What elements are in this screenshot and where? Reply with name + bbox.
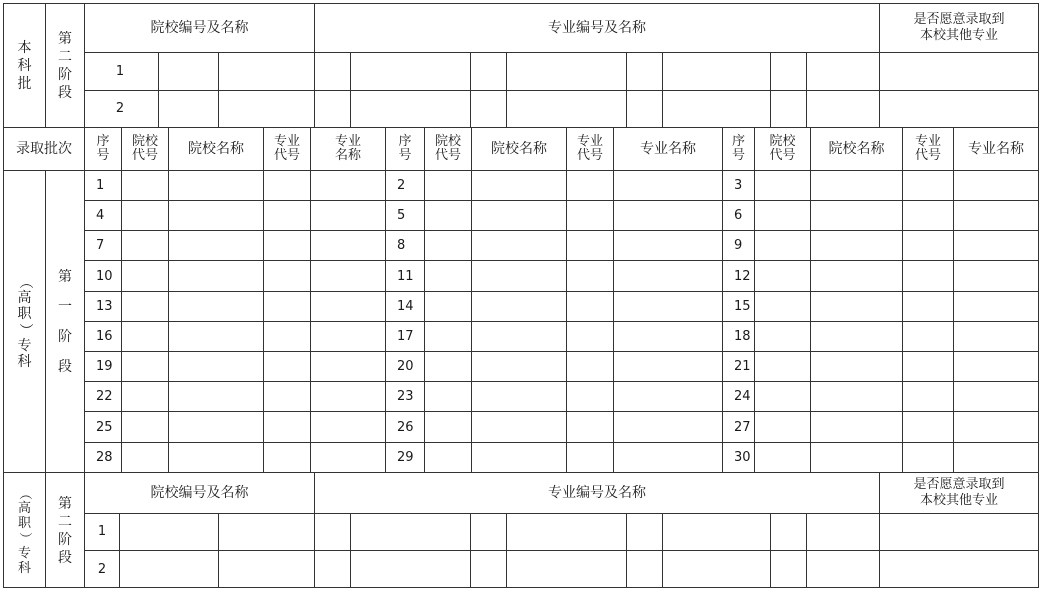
header-line: 名称 bbox=[334, 148, 361, 163]
seq-number: 8 bbox=[397, 238, 406, 253]
header-seq bbox=[85, 128, 121, 170]
header-school-name: 院校名称 bbox=[491, 141, 547, 157]
header-school-code bbox=[425, 128, 471, 170]
header-seq bbox=[723, 128, 754, 170]
header-school-code bbox=[122, 128, 168, 170]
vertical-char: 段 bbox=[58, 84, 72, 101]
undergrad-stage-label bbox=[46, 4, 84, 127]
header-line: 院校 bbox=[769, 134, 796, 149]
vertical-char: （ bbox=[16, 274, 33, 289]
vertical-char: 段 bbox=[58, 549, 72, 566]
vertical-char: 第 bbox=[58, 30, 72, 47]
header-line: 代号 bbox=[273, 148, 300, 163]
vocational-major-header: 专业编号及名称 bbox=[548, 485, 646, 501]
header-school-name: 院校名称 bbox=[188, 141, 244, 157]
seq-number: 28 bbox=[96, 449, 113, 465]
vertical-char: 专 bbox=[17, 337, 32, 354]
header-line: 代号 bbox=[576, 148, 603, 163]
header-major-code bbox=[903, 128, 953, 170]
accept-other-line1: 是否愿意录取到 bbox=[913, 477, 1005, 492]
seq-number: 1 bbox=[96, 178, 105, 193]
header-line: 序 bbox=[731, 134, 745, 149]
vocational-stage1-stage-label bbox=[46, 171, 84, 472]
header-batch-col: 录取批次 bbox=[16, 141, 72, 157]
undergrad-school-header: 院校编号及名称 bbox=[150, 20, 249, 36]
vocational-stage1-batch-label bbox=[4, 171, 45, 472]
vocational-school-header: 院校编号及名称 bbox=[150, 485, 249, 501]
header-major-name bbox=[311, 128, 385, 170]
header-line: 代号 bbox=[434, 148, 461, 163]
accept-other-line2: 本校其他专业 bbox=[919, 28, 998, 43]
seq-number: 12 bbox=[734, 268, 751, 284]
seq-number: 2 bbox=[397, 178, 406, 193]
header-line: 代号 bbox=[131, 148, 158, 163]
header-line: 专业 bbox=[334, 134, 361, 149]
header-school-name: 院校名称 bbox=[828, 141, 885, 157]
vertical-char: 高 bbox=[17, 289, 32, 306]
header-line: 院校 bbox=[131, 134, 158, 149]
undergrad-accept-other-header bbox=[880, 4, 1038, 52]
header-line: 专业 bbox=[576, 134, 603, 149]
vocational-row-number: 2 bbox=[97, 561, 107, 577]
header-line: 院校 bbox=[434, 134, 461, 149]
vertical-char: 高 bbox=[17, 500, 31, 516]
header-major-code bbox=[567, 128, 613, 170]
vertical-char: 科 bbox=[17, 560, 31, 576]
undergrad-major-header: 专业编号及名称 bbox=[548, 20, 646, 36]
header-line: 代号 bbox=[914, 148, 941, 163]
vocational-row-number: 1 bbox=[97, 524, 107, 539]
vertical-char: 专 bbox=[17, 545, 31, 561]
seq-number: 10 bbox=[96, 268, 113, 284]
seq-number: 23 bbox=[397, 389, 414, 404]
vertical-char: ） bbox=[16, 322, 33, 337]
header-line: 代号 bbox=[769, 148, 796, 163]
seq-number: 7 bbox=[96, 238, 105, 253]
undergrad-batch-label bbox=[4, 4, 45, 127]
seq-number: 25 bbox=[96, 419, 113, 435]
undergrad-row-number: 2 bbox=[115, 101, 125, 116]
header-seq bbox=[386, 128, 424, 170]
header-major-code bbox=[264, 128, 310, 170]
header-line: 专业 bbox=[914, 134, 941, 149]
seq-number: 3 bbox=[734, 178, 743, 193]
seq-number: 17 bbox=[397, 329, 414, 344]
vertical-char: 科 bbox=[17, 57, 32, 74]
seq-number: 20 bbox=[397, 359, 414, 374]
seq-number: 26 bbox=[397, 419, 414, 435]
vertical-char: 阶 bbox=[58, 531, 72, 548]
vertical-char: 批 bbox=[17, 75, 32, 92]
seq-number: 18 bbox=[734, 329, 751, 344]
vertical-char: 段 bbox=[58, 358, 72, 375]
seq-number: 19 bbox=[96, 359, 113, 374]
header-line: 序 bbox=[398, 134, 412, 149]
seq-number: 22 bbox=[96, 389, 113, 404]
vocational-accept-other-header bbox=[880, 473, 1038, 513]
vocational-stage2-batch-label bbox=[4, 473, 45, 588]
vertical-char: 第 bbox=[58, 268, 72, 285]
seq-number: 13 bbox=[96, 299, 113, 314]
vertical-char: 本 bbox=[17, 39, 32, 56]
vertical-char: 阶 bbox=[58, 328, 72, 345]
seq-number: 11 bbox=[397, 268, 414, 284]
header-line: 号 bbox=[398, 148, 412, 163]
header-line: 号 bbox=[731, 148, 745, 163]
seq-number: 15 bbox=[734, 299, 751, 314]
seq-number: 21 bbox=[734, 359, 751, 374]
vertical-char: 职 bbox=[17, 305, 32, 322]
header-school-code bbox=[755, 128, 810, 170]
seq-number: 16 bbox=[96, 329, 113, 344]
header-major-name: 专业名称 bbox=[968, 141, 1024, 157]
vertical-char: （ bbox=[16, 486, 32, 500]
vertical-char: 二 bbox=[58, 513, 72, 530]
accept-other-line2: 本校其他专业 bbox=[919, 493, 998, 508]
seq-number: 9 bbox=[734, 238, 743, 253]
header-major-name: 专业名称 bbox=[640, 141, 696, 157]
vertical-char: 科 bbox=[17, 353, 32, 370]
vertical-char: ） bbox=[16, 531, 32, 545]
seq-number: 14 bbox=[397, 299, 414, 314]
seq-number: 24 bbox=[734, 389, 751, 404]
vertical-char: 二 bbox=[58, 48, 72, 65]
accept-other-line1: 是否愿意录取到 bbox=[913, 12, 1005, 27]
seq-number: 27 bbox=[734, 419, 751, 435]
seq-number: 4 bbox=[96, 208, 105, 223]
seq-number: 6 bbox=[734, 208, 743, 223]
header-line: 专业 bbox=[273, 134, 300, 149]
vocational-stage2-stage-label bbox=[46, 473, 84, 588]
vertical-char: 一 bbox=[58, 298, 72, 315]
header-line: 号 bbox=[96, 148, 110, 163]
vertical-char: 阶 bbox=[58, 66, 72, 83]
undergrad-row-number: 1 bbox=[115, 63, 125, 79]
vertical-char: 职 bbox=[17, 515, 31, 531]
seq-number: 5 bbox=[397, 208, 406, 223]
vertical-char: 第 bbox=[58, 495, 72, 512]
header-line: 序 bbox=[96, 134, 110, 149]
seq-number: 29 bbox=[397, 449, 414, 465]
seq-number: 30 bbox=[734, 449, 751, 465]
